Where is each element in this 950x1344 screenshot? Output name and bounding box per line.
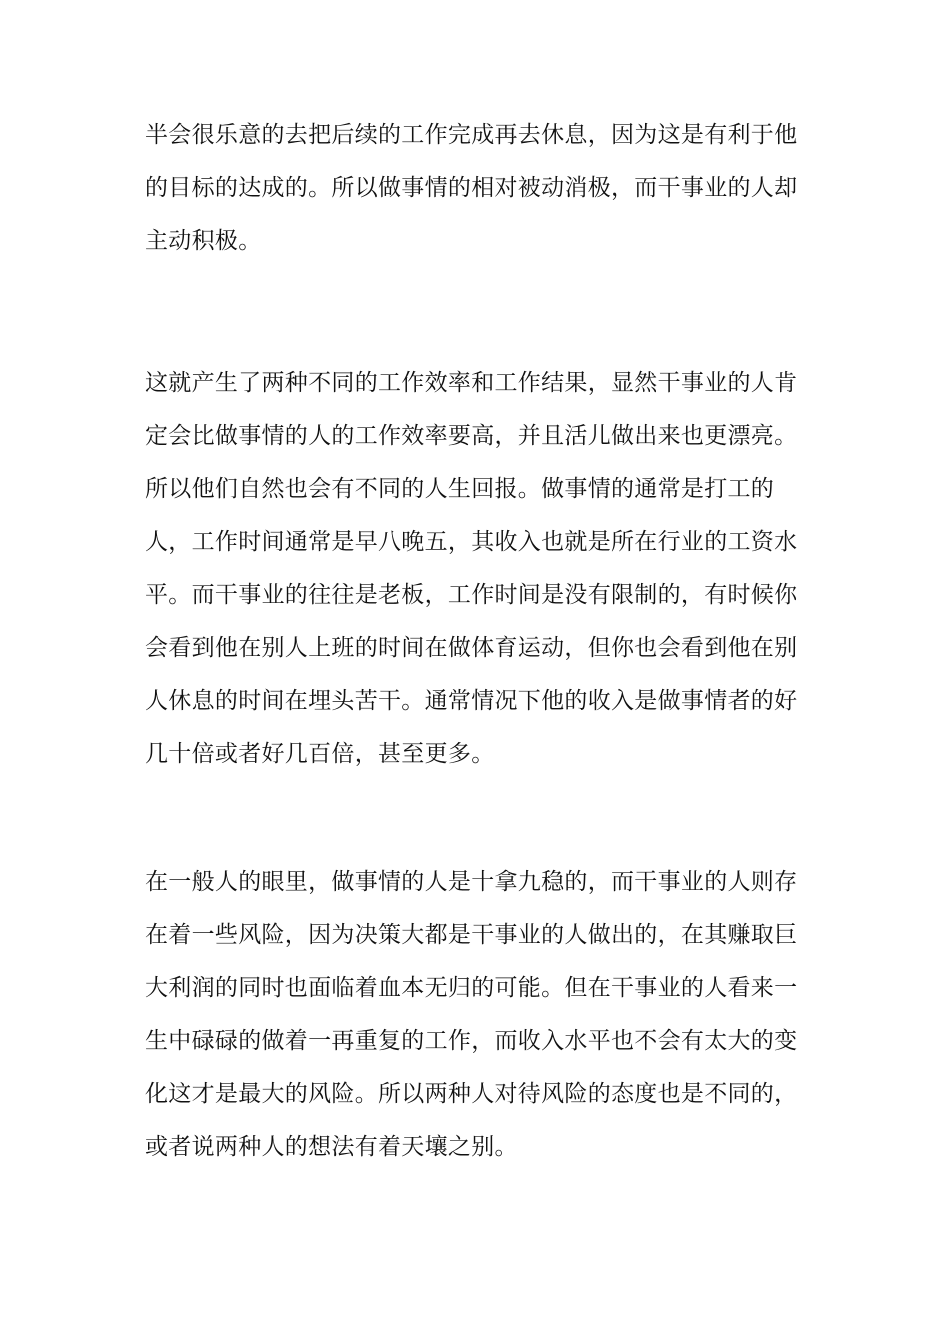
text-line: 生中碌碌的做着一再重复的工作，而收入水平也不会有太大的变: [145, 1028, 798, 1054]
text-line: 会看到他在别人上班的时间在做体育运动，但你也会看到他在别: [145, 635, 798, 661]
text-line: 人，工作时间通常是早八晚五，其收入也就是所在行业的工资水: [145, 529, 798, 555]
text-line: 几十倍或者好几百倍，甚至更多。: [145, 741, 495, 767]
text-line: 这就产生了两种不同的工作效率和工作结果，显然干事业的人肯: [145, 370, 798, 396]
text-line: 的目标的达成的。所以做事情的相对被动消极，而干事业的人却: [145, 175, 798, 201]
text-line: 化这才是最大的风险。所以两种人对待风险的态度也是不同的，: [145, 1081, 798, 1107]
text-line: 所以他们自然也会有不同的人生回报。做事情的通常是打工的: [145, 476, 775, 502]
text-line: 或者说两种人的想法有着天壤之别。: [145, 1134, 518, 1160]
text-line: 在一般人的眼里，做事情的人是十拿九稳的，而干事业的人则存: [145, 869, 798, 895]
text-line: 人休息的时间在埋头苦干。通常情况下他的收入是做事情者的好: [145, 688, 798, 714]
paragraph-2: [145, 365, 815, 789]
paragraph-1: [145, 117, 815, 276]
text-line: 定会比做事情的人的工作效率要高，并且活儿做出来也更漂亮。: [145, 423, 798, 449]
text-line: 主动积极。: [145, 228, 262, 254]
paragraph-3: [145, 864, 815, 1182]
text-line: 在着一些风险，因为决策大都是干事业的人做出的，在其赚取巨: [145, 922, 798, 948]
text-line: 平。而干事业的往往是老板，工作时间是没有限制的，有时候你: [145, 582, 798, 608]
text-line: 大利润的同时也面临着血本无归的可能。但在干事业的人看来一: [145, 975, 798, 1001]
text-line: 半会很乐意的去把后续的工作完成再去休息，因为这是有利于他: [145, 122, 798, 148]
